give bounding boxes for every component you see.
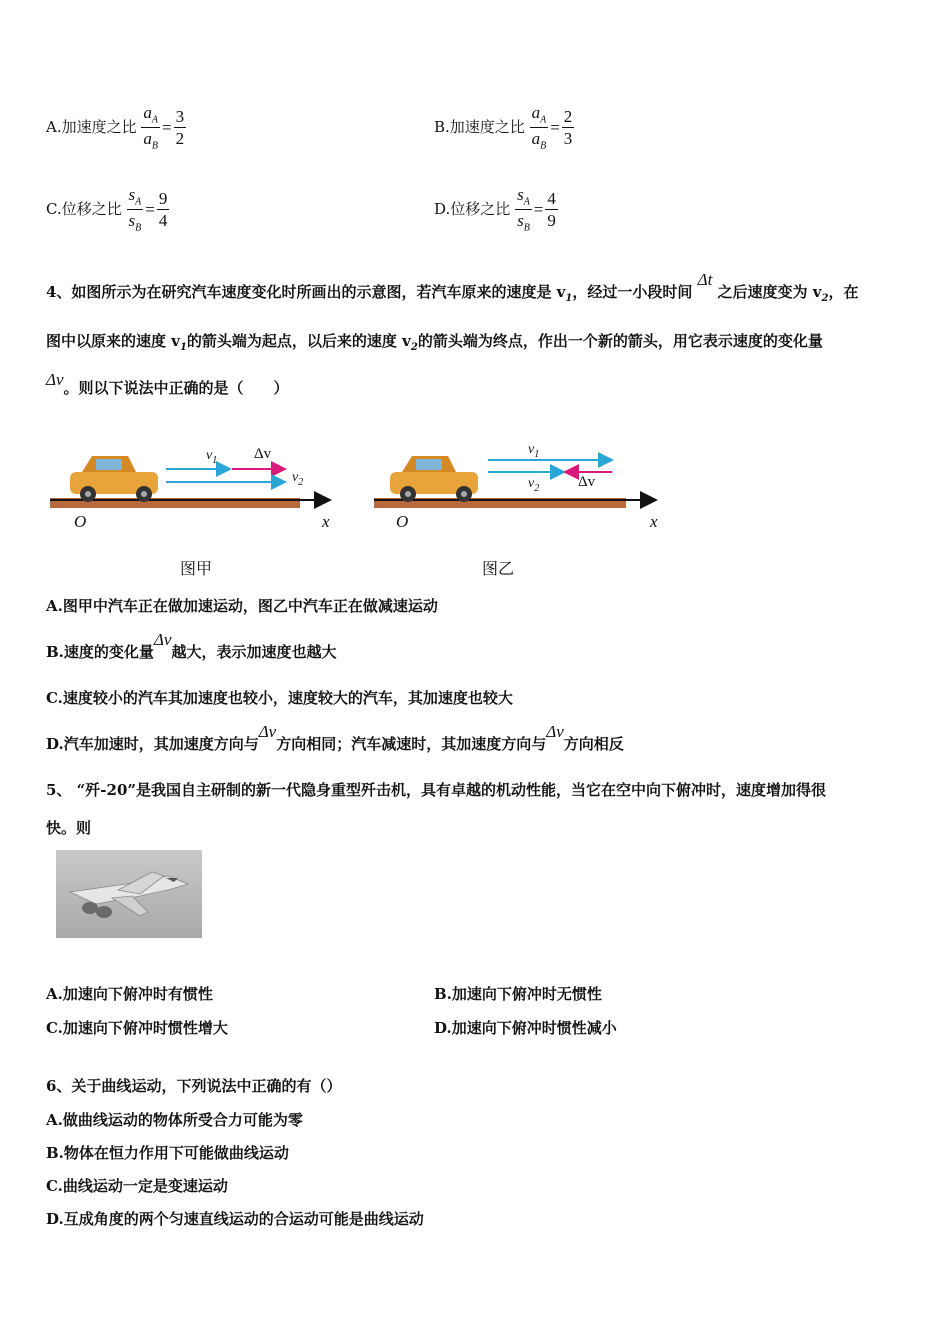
fig2-caption: 图乙 bbox=[482, 561, 515, 578]
fig1-dv-label: Δv bbox=[254, 446, 272, 462]
option-letter: A. bbox=[46, 117, 62, 136]
fig1-axis-label: x bbox=[322, 512, 330, 531]
q6-stem: 6、关于曲线运动，下列说法中正确的有（） bbox=[46, 1077, 342, 1095]
fighter-jet-image bbox=[56, 850, 202, 938]
q6-option-c[interactable]: C.曲线运动一定是变速运动 bbox=[46, 1177, 228, 1195]
option-letter: B. bbox=[434, 117, 450, 136]
delta-v-symbol: Δv bbox=[153, 630, 172, 649]
q4-option-b[interactable]: B.速度的变化量Δv越大，表示加速度也越大 bbox=[46, 630, 337, 661]
q3-option-a[interactable]: A.加速度之比 $\frac{a_A}{a_B}$ = $\frac{3}{2}$ bbox=[46, 103, 185, 152]
q4-stem-line1: 4、如图所示为在研究汽车速度变化时所画出的示意图，若汽车原来的速度是 $v_1$，经过一小段时间 Δt 之后速度变为 $v_2$，在 bbox=[46, 270, 859, 304]
fraction-lhs: $\frac{a_A}{a_B}$ bbox=[143, 103, 159, 152]
q3-option-b[interactable]: B.加速度之比 $\frac{a_A}{a_B}$ = $\frac{2}{3}$ bbox=[434, 103, 573, 152]
delta-t-symbol: Δt bbox=[697, 270, 713, 289]
fig2-v2-label: $v_2$ bbox=[528, 476, 540, 494]
fig1-caption: 图甲 bbox=[180, 561, 213, 578]
car-icon bbox=[70, 456, 158, 502]
q5-stem-line1: 5、 “歼-20”是我国自主研制的新一代隐身重型歼击机，具有卓越的机动性能，当它在空中向下俯冲时，速度增加得很 bbox=[46, 781, 827, 799]
car-icon bbox=[390, 456, 478, 502]
q6-option-b[interactable]: B.物体在恒力作用下可能做曲线运动 bbox=[46, 1144, 289, 1162]
fig1-v1-label: $v_1$ bbox=[206, 448, 218, 466]
fig1-v2-label: $v_2$ bbox=[292, 470, 304, 488]
fraction-rhs: $\frac{9}{4}$ bbox=[158, 189, 168, 231]
q6-option-a[interactable]: A.做曲线运动的物体所受合力可能为零 bbox=[46, 1111, 303, 1129]
q3-option-c[interactable]: C.位移之比 $\frac{s_A}{s_B}$ = $\frac{9}{4}$ bbox=[46, 185, 168, 234]
fraction-lhs: $\frac{s_A}{s_B}$ bbox=[517, 185, 530, 234]
delta-v-symbol: Δv bbox=[546, 722, 564, 741]
q4-option-d[interactable]: D.汽车加速时，其加速度方向与Δv方向相同；汽车减速时，其加速度方向与Δv方向相反 bbox=[46, 722, 624, 753]
q5-stem-line2: 快。则 bbox=[46, 819, 92, 837]
q4-option-c[interactable]: C.速度较小的汽车其加速度也较小，速度较大的汽车，其加速度也较大 bbox=[46, 689, 513, 707]
option-letter: C. bbox=[46, 199, 62, 218]
option-text: 位移之比 bbox=[61, 199, 122, 218]
q5-option-b[interactable]: B.加速向下俯冲时无惯性 bbox=[434, 985, 602, 1003]
fraction-rhs: $\frac{4}{9}$ bbox=[547, 189, 556, 231]
option-letter: D. bbox=[434, 199, 451, 218]
fig2-axis-label: x bbox=[650, 512, 658, 531]
option-text: 位移之比 bbox=[450, 199, 511, 218]
q5-option-a[interactable]: A.加速向下俯冲时有惯性 bbox=[46, 985, 213, 1003]
q3-option-d[interactable]: D.位移之比 $\frac{s_A}{s_B}$ = $\frac{4}{9}$ bbox=[434, 185, 556, 234]
fig2-v1-label: $v_1$ bbox=[528, 442, 540, 460]
delta-v-symbol: Δv bbox=[258, 722, 277, 741]
fig2-origin-label: O bbox=[396, 512, 409, 531]
q4-option-a[interactable]: A.图甲中汽车正在做加速运动，图乙中汽车正在做减速运动 bbox=[46, 597, 438, 615]
delta-v-symbol: Δv bbox=[46, 370, 64, 389]
fraction-lhs: $\frac{a_A}{a_B}$ bbox=[531, 103, 547, 152]
figure-jia-diagram bbox=[50, 456, 330, 508]
option-text: 加速度之比 bbox=[61, 117, 137, 136]
figure-yi-diagram bbox=[374, 456, 656, 508]
q4-stem-line2: 图中以原来的速度 $v_1$的箭头端为起点，以后来的速度 $v_2$的箭头端为终点，作出一个新的箭头，用它表示速度的变化量 bbox=[46, 332, 823, 353]
option-text: 加速度之比 bbox=[449, 117, 525, 136]
q4-stem-line3: Δv。则以下说法中正确的是（ ） bbox=[46, 370, 289, 397]
fraction-rhs: $\frac{2}{3}$ bbox=[563, 107, 573, 149]
fig1-origin-label: O bbox=[74, 512, 87, 531]
fig2-dv-label: Δv bbox=[578, 474, 596, 490]
fraction-lhs: $\frac{s_A}{s_B}$ bbox=[128, 185, 142, 234]
q5-option-d[interactable]: D.加速向下俯冲时惯性减小 bbox=[434, 1019, 617, 1037]
fraction-rhs: $\frac{3}{2}$ bbox=[175, 107, 185, 149]
q5-option-c[interactable]: C.加速向下俯冲时惯性增大 bbox=[46, 1019, 228, 1037]
q6-option-d[interactable]: D.互成角度的两个匀速直线运动的合运动可能是曲线运动 bbox=[46, 1210, 424, 1228]
